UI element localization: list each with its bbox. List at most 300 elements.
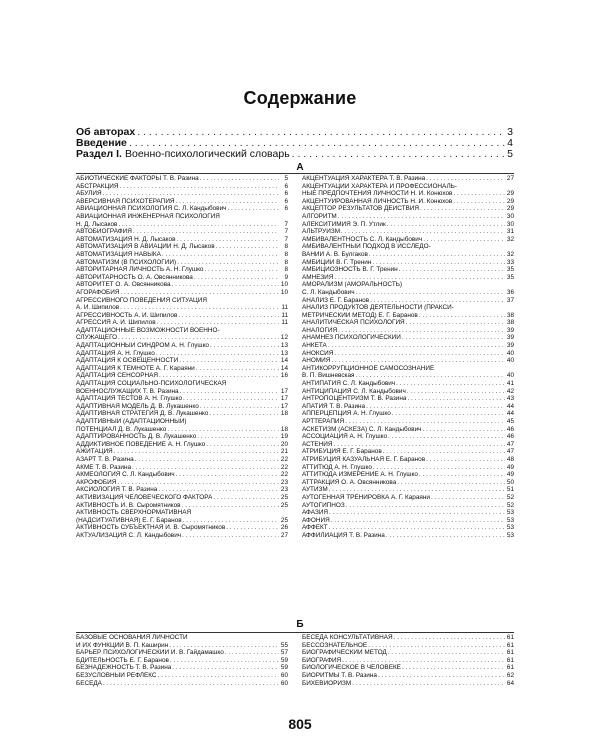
- toc-entry: [76, 642, 288, 650]
- front-item-section: [76, 149, 513, 160]
- toc-entry-page: 39: [506, 334, 514, 342]
- toc-entry-page: 48: [506, 455, 514, 463]
- toc-entry-page: 25: [280, 493, 288, 501]
- leader-dots: [422, 426, 505, 434]
- toc-entry: [76, 281, 288, 289]
- toc-entry: [76, 471, 288, 479]
- leader-dots: [334, 350, 505, 358]
- toc-entry: [302, 334, 514, 342]
- section-letter-a: А: [296, 162, 304, 173]
- toc-entry-title: АППЕРЦЕПЦИЯ А. Н. Глушко: [302, 410, 391, 418]
- toc-entry: [76, 456, 288, 464]
- toc-entry: [302, 281, 514, 289]
- toc-entry: [76, 342, 288, 350]
- toc-entry: [76, 213, 288, 221]
- leader-dots: [225, 649, 279, 657]
- toc-entry-page: 10: [280, 288, 288, 296]
- front-item-authors: [76, 127, 513, 138]
- toc-entry: [76, 289, 288, 297]
- leader-dots: [176, 471, 279, 479]
- leader-dots: [216, 243, 279, 251]
- toc-entry: [76, 350, 288, 358]
- toc-entry: [302, 297, 514, 305]
- leader-dots: [172, 664, 279, 672]
- leader-dots: [167, 426, 279, 434]
- toc-entry-title: АВТОРИТАРНОСТЬ О. А. Овсянникова: [76, 273, 193, 281]
- toc-entry-title: АДАПТИРОВАННОСТЬ Д. В. Лукашенко: [76, 433, 197, 441]
- toc-entry: [76, 448, 288, 456]
- toc-entry-page: 19: [280, 433, 288, 441]
- toc-entry-title: АКЦЕПТОР РЕЗУЛЬТАТОВ ДЕЙСТВИЯ: [302, 205, 419, 213]
- leader-dots: [292, 149, 505, 160]
- toc-entry-page: 6: [284, 182, 288, 190]
- toc-entry-page: 9: [284, 273, 288, 281]
- toc-entry: [302, 664, 514, 672]
- toc-entry-title: АНАЛИТИЧЕСКАЯ ПСИХОЛОГИЯ: [302, 319, 405, 327]
- leader-dots: [426, 175, 505, 183]
- toc-entry-page: 38: [506, 319, 514, 327]
- toc-entry-page: 30: [506, 212, 514, 220]
- toc-entry: [76, 365, 288, 373]
- toc-entry-title: АУТОГИПНОЗ: [302, 501, 345, 509]
- toc-entry: [76, 464, 288, 472]
- leader-dots: [331, 517, 505, 525]
- toc-entry-page: 60: [280, 679, 288, 687]
- toc-entry: [302, 486, 514, 494]
- toc-entry: [302, 471, 514, 479]
- toc-entry: [76, 433, 288, 441]
- toc-entry-title: БИОЛОГИЧЕСКОЕ В ЧЕЛОВЕКЕ: [302, 664, 401, 672]
- toc-entry-page: 25: [280, 501, 288, 509]
- toc-entry-page: 18: [280, 410, 288, 418]
- toc-entry: [302, 441, 514, 449]
- toc-entry: [76, 175, 288, 183]
- toc-entry: [76, 266, 288, 274]
- leader-dots: [370, 297, 505, 305]
- leader-dots: [329, 509, 505, 517]
- toc-entry: [76, 190, 288, 198]
- toc-entry-page: 51: [506, 486, 514, 494]
- toc-entry-title: АМБИЦИИ В. Г. Тренин: [302, 258, 372, 266]
- leader-dots: [372, 259, 505, 267]
- leader-dots: [394, 634, 505, 642]
- leader-dots: [209, 410, 279, 418]
- toc-entry-title: АТРИБУЦИЯ Е. Г. Баранов: [302, 448, 382, 456]
- toc-entry-page: 13: [280, 349, 288, 357]
- toc-entry: [302, 350, 514, 358]
- toc-entry: [76, 228, 288, 236]
- leader-dots: [182, 502, 279, 510]
- toc-entry-title: АКТУАЛИЗАЦИЯ С. Л. Кандыбович: [76, 531, 182, 539]
- leader-dots: [369, 251, 505, 259]
- toc-entry-page: 12: [280, 334, 288, 342]
- toc-entry: [76, 672, 288, 680]
- leader-dots: [368, 642, 505, 650]
- toc-entry-page: 57: [280, 649, 288, 657]
- leader-dots: [388, 649, 505, 657]
- toc-entry-title: АКТИВНОСТЬ СВЕРХНОРМАТИВНАЯ: [76, 509, 192, 517]
- toc-entry-title: И ИХ ФУНКЦИИ В. П. Каширин: [76, 641, 169, 649]
- leader-dots: [118, 334, 279, 342]
- leader-dots: [169, 642, 279, 650]
- toc-entry-page: 61: [506, 641, 514, 649]
- leader-dots: [120, 304, 279, 312]
- toc-entry: [302, 672, 514, 680]
- toc-entry-page: 39: [506, 326, 514, 334]
- leader-dots: [355, 372, 505, 380]
- toc-entry-title: АГОРАФОБИЯ: [76, 288, 120, 296]
- toc-entry-title: АГРЕССИВНОГО ПОВЕДЕНИЯ СИТУАЦИЯ: [76, 296, 207, 304]
- toc-entry-title: АФФЕКТ: [302, 524, 328, 532]
- toc-entry-page: 16: [280, 372, 288, 380]
- leader-dots: [387, 221, 505, 229]
- toc-entry-page: 59: [280, 664, 288, 672]
- leader-dots: [210, 342, 279, 350]
- toc-entry: [76, 236, 288, 244]
- toc-entry-page: 8: [284, 243, 288, 251]
- toc-entry-title: БАЗОВЫЕ ОСНОВАНИЯ ЛИЧНОСТИ: [76, 634, 188, 641]
- leader-dots: [118, 221, 279, 229]
- toc-entry: [302, 228, 514, 236]
- toc-entry-page: 29: [506, 190, 514, 198]
- toc-entry: [302, 319, 514, 327]
- toc-entry-title: АТТИТЮДА ИЗМЕРЕНИЕ А. Н. Глушко: [302, 471, 418, 479]
- leader-dots: [407, 388, 505, 396]
- toc-entry-title: ВОЕННОСЛУЖАЩИХ Т. В. Разина: [76, 387, 179, 395]
- leader-dots: [431, 494, 505, 502]
- toc-entry-page: 8: [284, 250, 288, 258]
- toc-entry: [302, 342, 514, 350]
- toc-entry: [76, 524, 288, 532]
- toc-entry: [302, 517, 514, 525]
- toc-entry-page: 62: [506, 671, 514, 679]
- toc-entry-title: АССОЦИАЦИЯ А. Н. Глушко: [302, 433, 388, 441]
- toc-entry: [302, 198, 514, 206]
- toc-entry: [302, 649, 514, 657]
- toc-entry-page: 33: [506, 258, 514, 266]
- toc-entry-title: АВИАЦИОННАЯ ПСИХОЛОГИЯ С. Л. Кандыбович: [76, 205, 227, 213]
- toc-entry-title: АУТИЗМ: [302, 486, 328, 494]
- toc-entry-page: 17: [280, 395, 288, 403]
- leader-dots: [338, 327, 505, 335]
- toc-entry-title: АДАПТАЦИЯ СОЦИАЛЬНО-ПСИХОЛОГИЧЕСКАЯ: [76, 380, 227, 388]
- toc-entry-title: АДАПТАЦИЯ СЕНСОРНАЯ: [76, 372, 158, 380]
- toc-entry-page: 59: [280, 656, 288, 664]
- toc-entry: [302, 395, 514, 403]
- toc-entry-page: 26: [280, 524, 288, 532]
- toc-entry-title: БИХЕВИОРИЗМ: [302, 679, 352, 687]
- toc-entry-title: АДАПТАЦИЯ К ОСВЕЩЕННОСТИ: [76, 357, 179, 365]
- leader-dots: [329, 486, 505, 494]
- leader-dots: [345, 418, 505, 426]
- toc-entry-page: 11: [281, 304, 288, 312]
- leader-dots: [334, 441, 505, 449]
- toc-entry-title: АКРОФОБИЯ: [76, 478, 117, 486]
- toc-entry-page: 11: [281, 311, 288, 319]
- leader-dots: [157, 319, 279, 327]
- toc-entry: [302, 327, 514, 335]
- toc-entry-title: АКЦЕНТУАЦИИ ХАРАКТЕРА И ПРОФЕССИОНАЛЬ-: [302, 182, 457, 190]
- leader-dots: [407, 395, 505, 403]
- toc-entry: [302, 657, 514, 665]
- toc-entry-page: 61: [506, 634, 514, 641]
- toc-entry-title: ПОТЕНЦИАЛ Д. В. Лукашенко: [76, 425, 167, 433]
- toc-entry-title: АСКЕТИЗМ (АСКЕЗА) С. Л. Кандыбович: [302, 425, 422, 433]
- leader-dots: [156, 350, 279, 358]
- leader-dots: [426, 456, 505, 464]
- toc-entry-page: 6: [284, 197, 288, 205]
- leader-dots: [183, 395, 279, 403]
- toc-entry-title: С. Л. Кандыбович: [302, 288, 355, 296]
- toc-entry-page: 17: [280, 387, 288, 395]
- toc-entry-title: АСТЕНИЯ: [302, 440, 333, 448]
- leader-dots: [194, 274, 279, 282]
- toc-entry: [76, 312, 288, 320]
- toc-entry-page: 61: [506, 649, 514, 657]
- toc-entry-page: 5: [284, 175, 288, 182]
- toc-entry: [302, 410, 514, 418]
- toc-entry-page: 14: [280, 364, 288, 372]
- toc-entry-title: АНАЛОГИЯ: [302, 326, 338, 334]
- toc-entry-title: БИОГРАФИЯ: [302, 656, 342, 664]
- toc-entry-page: 44: [506, 402, 514, 410]
- toc-entry: [76, 388, 288, 396]
- toc-entry: [302, 221, 514, 229]
- leader-dots: [179, 357, 279, 365]
- toc-entry: [302, 380, 514, 388]
- toc-entry-page: 46: [506, 433, 514, 441]
- toc-entry-title: АФОНИЯ: [302, 516, 330, 524]
- toc-entry-title: АКМЕ Т. В. Разина: [76, 463, 132, 471]
- toc-entry: [302, 494, 514, 502]
- toc-entry-title: АБИОТИЧЕСКИЕ ФАКТОРЫ Т. В. Разина: [76, 175, 199, 182]
- toc-entry-title: АКТИВНОСТЬ СУБЪЕКТНАЯ И. В. Сыромятников: [76, 524, 226, 532]
- leader-dots: [419, 312, 505, 320]
- toc-entry: [76, 426, 288, 434]
- front-item-label: Об авторах: [76, 126, 136, 138]
- toc-entry-page: 18: [280, 425, 288, 433]
- toc-entry: [302, 183, 514, 191]
- toc-entry-title: АЗАРТ Т. В. Разина: [76, 455, 134, 463]
- section-letter-b: Б: [296, 619, 304, 630]
- leader-dots: [206, 441, 279, 449]
- toc-entry-title: АДАПТИВНАЯ СТРАТЕГИЯ Д. В. Лукашенко: [76, 410, 209, 418]
- toc-column-left-b: [76, 634, 288, 687]
- toc-entry-page: 6: [284, 190, 288, 198]
- leader-dots: [117, 479, 279, 487]
- toc-entry-title: АКМЕОЛОГИЯ С. Л. Кандыбович: [76, 471, 175, 479]
- toc-entry: [302, 312, 514, 320]
- toc-entry-title: АВТОМАТИЗМ (В ПСИХОЛОГИИ): [76, 258, 177, 266]
- toc-entry-page: 49: [506, 463, 514, 471]
- leader-dots: [120, 289, 279, 297]
- leader-dots: [197, 433, 279, 441]
- toc-entry-title: АНТИКОРРУПЦИОННОЕ САМОСОЗНАНИЕ: [302, 364, 435, 372]
- toc-entry: [302, 304, 514, 312]
- toc-entry-title: АДАПТИВНЫЙ (АДАПТАЦИОННЫЙ): [76, 418, 187, 425]
- toc-entry: [302, 479, 514, 487]
- toc-entry-page: 43: [506, 395, 514, 403]
- toc-entry-page: 35: [506, 273, 514, 281]
- toc-entry-page: 30: [506, 220, 514, 228]
- toc-entry-title: АВТОБИОГРАФИЯ: [76, 228, 132, 236]
- toc-entry-page: 55: [280, 641, 288, 649]
- toc-entry: [76, 327, 288, 335]
- toc-entry-title: АГРЕССИВНОСТЬ А. И. Шипилов: [76, 311, 178, 319]
- leader-dots: [334, 274, 505, 282]
- toc-entry: [76, 403, 288, 411]
- toc-entry: [302, 448, 514, 456]
- leader-dots: [132, 464, 279, 472]
- toc-entry-page: 40: [506, 357, 514, 365]
- toc-entry: [302, 426, 514, 434]
- toc-entry-title: АВТОРИТЕТ О. А. Овсянникова: [76, 281, 171, 289]
- toc-entry: [76, 532, 288, 540]
- leader-dots: [162, 251, 279, 259]
- toc-entry: [76, 649, 288, 657]
- leader-dots: [103, 680, 279, 688]
- toc-entry-title: АПАТИЯ Т. В. Разина: [302, 402, 366, 410]
- toc-entry-page: 36: [506, 288, 514, 296]
- toc-entry-page: 7: [284, 235, 288, 243]
- toc-entry-page: 29: [506, 197, 514, 205]
- toc-entry-page: 8: [284, 266, 288, 274]
- toc-entry: [302, 274, 514, 282]
- toc-entry-title: АКЦЕНТУАЦИЯ ХАРАКТЕРА Т. В. Разина: [302, 175, 426, 182]
- toc-entry-page: 35: [506, 266, 514, 274]
- toc-entry-title: АЛЕКСИТИМИЯ Э. П. Утлик: [302, 220, 386, 228]
- toc-entry: [76, 297, 288, 305]
- leader-dots: [226, 524, 279, 532]
- toc-entry-title: АБСТРАКЦИЯ: [76, 182, 119, 190]
- toc-entry-title: АДАПТАЦИЯ К ТЕМНОТЕ А. Г. Караяни: [76, 364, 195, 372]
- toc-entry-page: 60: [280, 671, 288, 679]
- toc-entry: [302, 509, 514, 517]
- toc-entry: [76, 357, 288, 365]
- leader-dots: [397, 479, 505, 487]
- toc-entry-page: 53: [506, 531, 514, 539]
- toc-entry-title: АКЦЕНТУИРОВАННАЯ ЛИЧНОСТЬ Н. И. Конюхов: [302, 197, 453, 205]
- toc-entry-page: 23: [280, 486, 288, 494]
- toc-entry: [302, 213, 514, 221]
- toc-entry-page: 7: [284, 228, 288, 236]
- toc-entry: [302, 634, 514, 642]
- toc-entry-title: АТРИБУЦИЯ КАЗУАЛЬНАЯ Е. Г. Баранов: [302, 455, 426, 463]
- toc-entry-title: АВТОМАТИЗАЦИЯ НАВЫКА: [76, 250, 161, 258]
- toc-entry-title: АНТРОПОЦЕНТРИЗМ Т. В. Разина: [302, 395, 407, 403]
- toc-entry-title: БЕЗУСЛОВНЫЙ РЕФЛЕКС: [76, 671, 157, 679]
- toc-entry-title: АДАПТАЦИОННЫЕ ВОЗМОЖНОСТИ ВОЕННО-: [76, 326, 220, 334]
- leader-dots: [170, 657, 279, 665]
- leader-dots: [172, 281, 279, 289]
- toc-entry: [76, 319, 288, 327]
- leader-dots: [213, 494, 279, 502]
- toc-entry-page: 37: [506, 296, 514, 304]
- toc-entry-title: АНАЛИЗ ПРОДУКТОВ ДЕЯТЕЛЬНОСТИ (ПРАКСИ-: [302, 304, 454, 312]
- toc-entry-page: 22: [280, 471, 288, 479]
- leader-dots: [388, 433, 505, 441]
- toc-entry: [76, 509, 288, 517]
- toc-entry-page: 22: [280, 455, 288, 463]
- leader-dots: [103, 190, 279, 198]
- leader-dots: [205, 266, 280, 274]
- leader-dots: [341, 228, 505, 236]
- toc-entry: [76, 380, 288, 388]
- leader-dots: [180, 388, 279, 396]
- toc-entry-title: АНТИПАТИЯ С. Л. Кандыбович: [302, 380, 396, 388]
- page-number: 805: [288, 716, 312, 732]
- front-item-label: Введение: [76, 137, 127, 149]
- leader-dots: [176, 198, 279, 206]
- toc-entry-page: 53: [506, 509, 514, 517]
- toc-entry-title: АВТОМАТИЗАЦИЯ Н. Д. Лысаков: [76, 235, 176, 243]
- toc-entry-title: АТТИТЮД А. Н. Глушко: [302, 463, 372, 471]
- leader-dots: [419, 471, 505, 479]
- leader-dots: [399, 266, 505, 274]
- toc-entry-title: АКТИВНОСТЬ И. В. Сыромятников: [76, 501, 181, 509]
- toc-entry-title: АВТОМАТИЗАЦИЯ В АВИАЦИИ Н. Д. Лысаков: [76, 243, 215, 251]
- leader-dots: [200, 175, 279, 183]
- toc-entry-page: 20: [280, 440, 288, 448]
- leader-dots: [420, 205, 505, 213]
- toc-entry-page: 10: [280, 281, 288, 289]
- toc-entry-page: 41: [506, 380, 514, 388]
- leader-dots: [342, 657, 505, 665]
- leader-dots: [183, 517, 279, 525]
- leader-dots: [158, 486, 279, 494]
- leader-dots: [453, 190, 505, 198]
- toc-entry-page: 61: [506, 656, 514, 664]
- toc-entry-page: 64: [506, 679, 514, 687]
- toc-entry-title: АНТИЦИПАЦИЯ С. Л. Кандыбович: [302, 387, 406, 395]
- toc-entry: [302, 418, 514, 426]
- toc-entry-page: 53: [506, 516, 514, 524]
- divider: [76, 632, 514, 633]
- leader-dots: [346, 502, 505, 510]
- toc-entry: [76, 274, 288, 282]
- toc-entry: [76, 259, 288, 267]
- front-item-sublabel: Военно-психологический словарь: [124, 148, 290, 160]
- toc-entry-title: СЛУЖАЩЕГО: [76, 334, 118, 342]
- leader-dots: [396, 380, 505, 388]
- toc-entry-title: БАРЬЕР ПСИХОЛОГИЧЕСКИЙ И. В. Гайдамашко: [76, 649, 224, 657]
- toc-entry-page: 50: [506, 478, 514, 486]
- toc-entry-title: АЛГОРИТМ: [302, 212, 337, 220]
- leader-dots: [227, 205, 279, 213]
- toc-entry-title: АФАЗИЯ: [302, 509, 329, 517]
- toc-entry: [76, 410, 288, 418]
- toc-column-right-b: [302, 634, 514, 687]
- toc-entry-title: Н. Д. Лысаков: [76, 220, 118, 228]
- toc-entry-title: БЕСЕДА КОНСУЛЬТАТИВНАЯ: [302, 634, 393, 641]
- toc-entry-page: 6: [284, 205, 288, 213]
- divider: [76, 173, 514, 174]
- toc-entry-title: АДДИКТИВНОЕ ПОВЕДЕНИЕ А. Н. Глушко: [76, 440, 206, 448]
- toc-entry-page: 61: [506, 664, 514, 672]
- toc-entry: [302, 357, 514, 365]
- toc-entry-page: 32: [506, 250, 514, 258]
- toc-entry-page: 13: [280, 342, 288, 350]
- leader-dots: [196, 365, 279, 373]
- toc-entry-page: 53: [506, 524, 514, 532]
- front-item-page: 5: [507, 148, 513, 160]
- leader-dots: [135, 456, 279, 464]
- toc-entry-title: АНОКСИЯ: [302, 349, 334, 357]
- toc-entry-title: АНАЛИЗ Е. Г. Баранов: [302, 296, 370, 304]
- toc-entry-title: АКСИОЛОГИЯ Т. В. Разина: [76, 486, 158, 494]
- toc-entry-page: 25: [280, 516, 288, 524]
- front-item-page: 3: [507, 126, 513, 138]
